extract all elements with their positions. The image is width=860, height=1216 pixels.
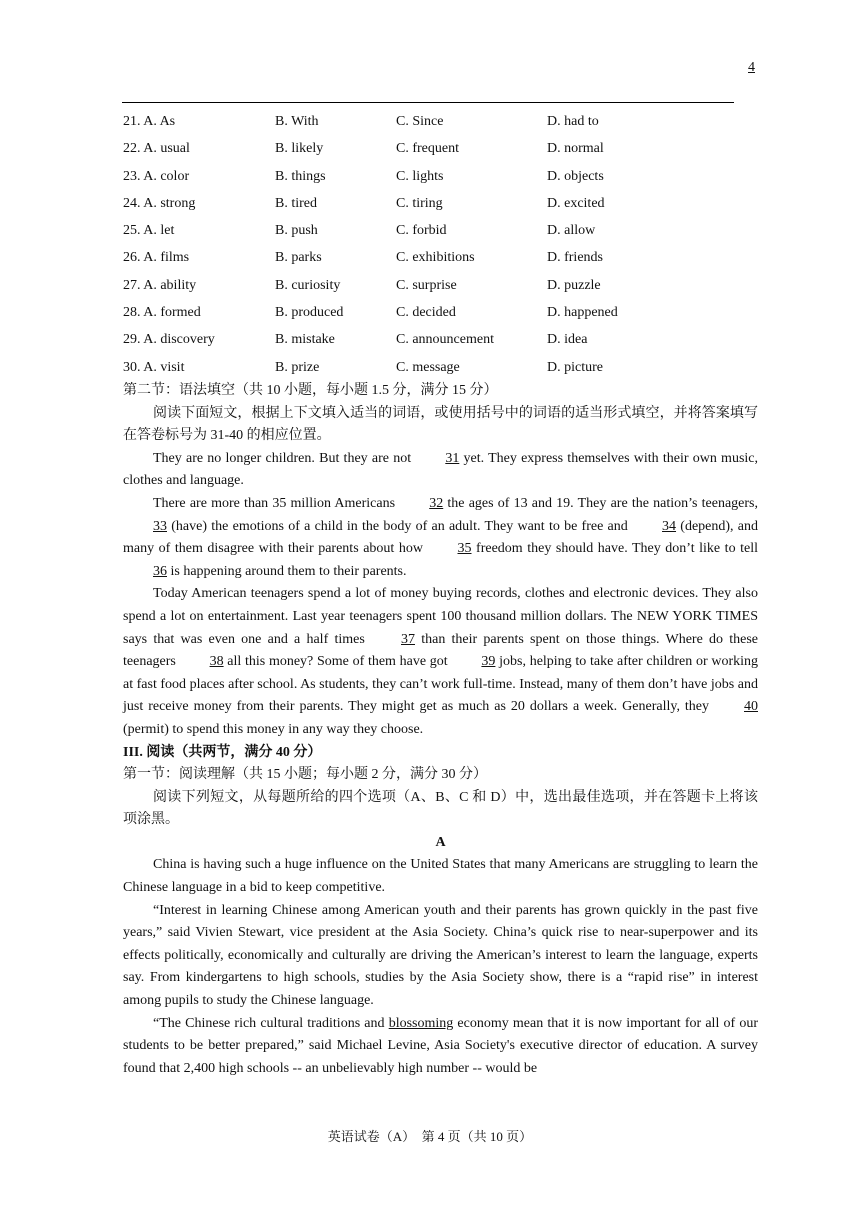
section3-subheading: 第一节：阅读理解（共 15 小题；每小题 2 分，满分 30 分） (123, 767, 487, 783)
option-a: 28. A. formed (123, 305, 201, 321)
option-b: B. push (275, 223, 318, 239)
grammar-paragraph-3: Today American teenagers spend a lot of money buying records, clothes and electronic devices. They also spend a lot on entertainment. Last year teenagers spent 100 thousand million dollars. The NEW YORK TIMES says that was even one and a half times 37 than their parents spent on those things. Where do these teenagers 38 all this money? Some of them have got 39 jobs, helping to take after children or working at fast food places after school. As students, they can’t work full-time. Instead, many of them don’t have jobs and just receive money from their parents. They might get as much as 20 dollars a week. Generally, they 40 (permit) to spend this money in any way they choose. (123, 586, 759, 737)
option-b: B. curiosity (275, 277, 341, 293)
page-number: 4 (748, 60, 755, 75)
option-a: 27. A. ability (123, 277, 197, 293)
option-d: D. allow (547, 223, 596, 239)
option-a: 25. A. let (123, 223, 175, 239)
option-a: 30. A. visit (123, 359, 185, 375)
option-a: 29. A. discovery (123, 332, 215, 348)
reading-paragraph-3: “The Chinese rich cultural traditions and blossoming economy mean that it is now important for all of our students to be better prepared,” said Michael Levine, Asia Society's executive director of education. A survey found that 2,400 high schools -- an unbelievably high number -- would be (123, 1015, 758, 1076)
blank-39: 39 (481, 654, 496, 670)
section2-instruction: 阅读下面短文，根据上下文填入适当的词语，或使用括号中的词语的适当形式填空，并将答案填写在答卷标号为 31-40 的相应位置。 (123, 405, 758, 444)
option-a: 22. A. usual (123, 141, 190, 157)
option-c: C. message (396, 359, 460, 375)
option-c: C. Since (396, 114, 444, 129)
options-table (123, 112, 743, 385)
option-c: C. forbid (396, 223, 447, 239)
blank-32: 32 (429, 495, 444, 511)
option-d: D. normal (547, 141, 604, 157)
option-d: D. idea (547, 332, 588, 348)
grammar-paragraph-1: They are no longer children. But they are not 31 yet. They express themselves with their own music, clothes and language. (123, 448, 758, 493)
option-row (123, 248, 743, 275)
blank-34: 34 (662, 518, 677, 534)
option-c: C. decided (396, 305, 456, 321)
section2-heading: 第二节：语法填空（共 10 小题，每小题 1.5 分，满分 15 分） (123, 383, 498, 398)
option-d: D. objects (547, 168, 604, 184)
option-d: D. friends (547, 250, 603, 266)
blank-38: 38 (209, 654, 224, 670)
page-footer: 英语试卷（A） 第 4 页（共 10 页） (327, 1129, 533, 1144)
option-d: D. excited (547, 195, 605, 211)
blank-33: 33 (153, 518, 167, 534)
option-d: D. puzzle (547, 277, 601, 293)
option-c: C. lights (396, 168, 444, 184)
header-rule (122, 102, 734, 103)
option-c: C. announcement (396, 332, 494, 348)
option-row (123, 276, 743, 303)
reading-paragraph-1: China is having such a huge influence on the United States that many Americans are struggling to learn the Chinese language in a bid to keep competitive. (123, 857, 758, 896)
underlined-word: blossoming (388, 1015, 454, 1031)
passage-label: A (435, 834, 446, 850)
option-c: C. exhibitions (396, 250, 475, 266)
option-b: B. With (275, 114, 319, 129)
blank-31: 31 (445, 450, 460, 466)
option-row (123, 303, 743, 330)
section3-instruction: 阅读下列短文，从每题所给的四个选项（A、B、C 和 D）中，选出最佳选项，并在答题卡上将该项涂黑。 (123, 789, 758, 828)
option-d: D. happened (547, 305, 618, 321)
section3-heading: III. 阅读（共两节，满分 40 分） (123, 744, 322, 760)
option-b: B. prize (275, 359, 320, 375)
option-d: D. picture (547, 359, 603, 375)
option-a: 24. A. strong (123, 195, 196, 211)
option-b: B. things (275, 168, 326, 184)
option-d: D. had to (547, 114, 599, 129)
reading-paragraph-2: “Interest in learning Chinese among American youth and their parents has grown quickly in the past five years,” said Vivien Stewart, vice president at the Asia Society. China’s quick rise to near-superpower and its effects politically, economically and culturally are driving the American’s interest to learn the language, experts say. From kindergartens to high schools, studies by the Asia Society show, there is a “rapid rise” in interest among pupils to study the Chinese language. (123, 902, 758, 1009)
option-a: 26. A. films (123, 250, 190, 266)
blank-37: 37 (401, 631, 415, 647)
blank-35: 35 (457, 541, 472, 557)
option-row (123, 221, 743, 248)
option-a: 21. A. As (123, 114, 176, 129)
blank-36: 36 (153, 563, 167, 579)
option-c: C. frequent (396, 141, 459, 157)
option-row (123, 167, 743, 194)
option-b: B. mistake (275, 332, 335, 348)
option-a: 23. A. color (123, 168, 190, 184)
document-body (123, 380, 758, 1080)
option-row (123, 112, 743, 139)
option-row (123, 139, 743, 166)
grammar-paragraph-2: There are more than 35 million Americans 32 the ages of 13 and 19. They are the nation’s teenagers, 33 (have) the emotions of a child in the body of an adult. They want to be free and 34 (depend), and many of them disagree with their parents about how 35 freedom they should have. They don’t like to tell 36 is happening around them to their parents. (123, 493, 758, 583)
blank-40: 40 (744, 699, 758, 715)
option-c: C. surprise (396, 277, 457, 293)
option-b: B. likely (275, 141, 324, 157)
option-b: B. produced (275, 305, 344, 321)
option-row (123, 330, 743, 357)
option-b: B. parks (275, 250, 322, 266)
option-row (123, 194, 743, 221)
option-b: B. tired (275, 195, 317, 211)
option-c: C. tiring (396, 195, 443, 211)
